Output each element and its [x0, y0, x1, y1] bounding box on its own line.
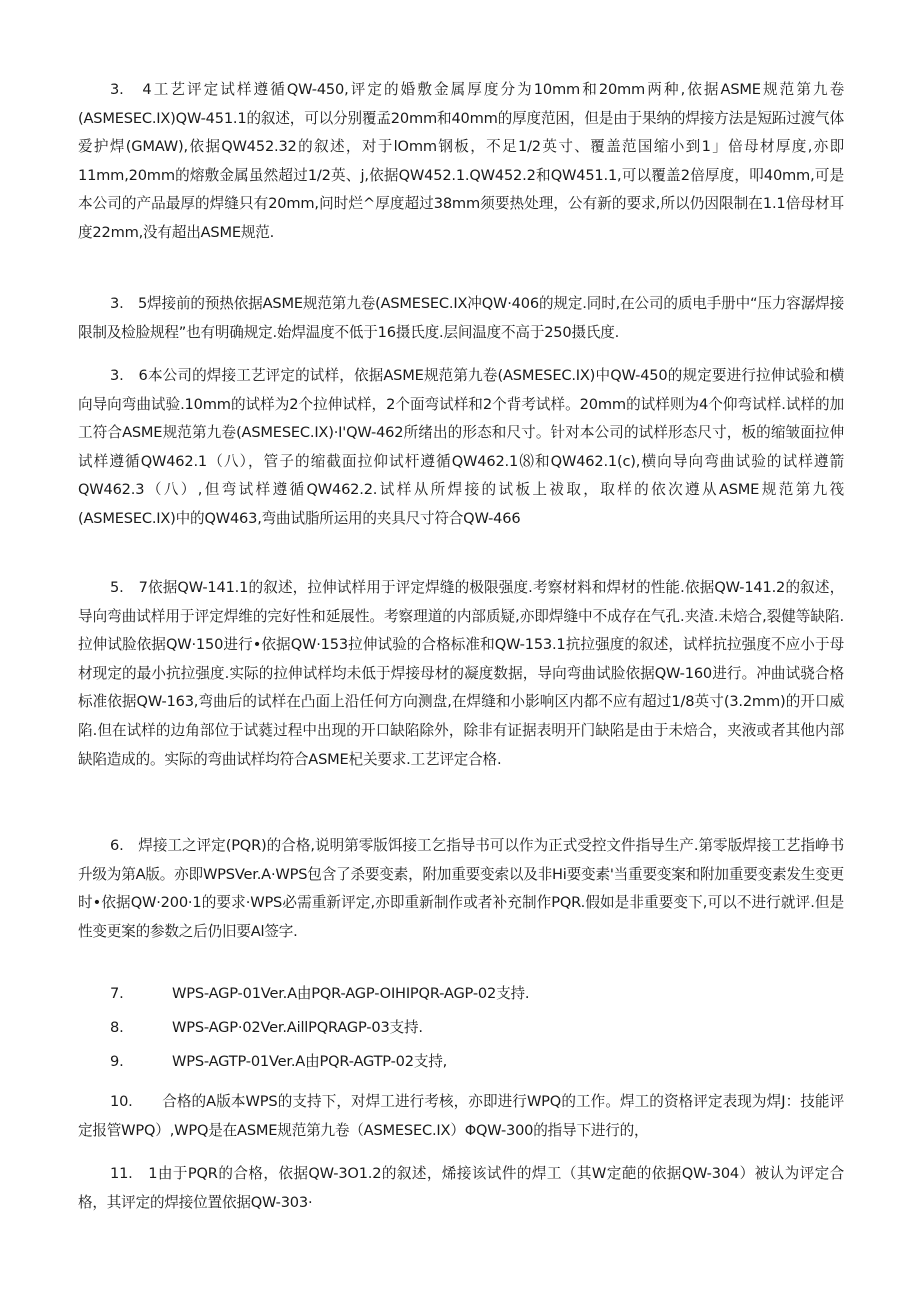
paragraph-5-7: 5. 7依据QW-141.1的叙述，拉伸试样用于评定焊缝的极限强度.考察材料和焊材的性能.依据QW-141.2的叙述，导向弯曲试样用于评定焊维的完好性和延展性。考察理道的内部质疑,亦即焊缝中不成存在气孔.夹渣.未焙合,裂健等缺陷.拉伸试脸依据QW·150进行•依据QW·153拉伸试验的合格标准和QW-153.1抗拉强度的叙述，试样抗拉强度不应小于母材现定的最小抗拉强度.实际的拉伸试样均未低于焊接母材的凝度数据，导向弯曲试脸依据QW-160进行。冲曲试骁合格标准依据QW-163,弯曲后的试样在凸面上沿任何方向测盘,在焊缝和小影响区内都不应有超过1/8英寸(3.2mm)的开口威陷.但在试样的边角部位于试蕤过程中出现的开口缺陷除外，除非有证据表明开门缺陷是由于未焙合，夹液或者其他内部缺陷造成的。实际的弯曲试样均符合ASME杞关要求.工艺评定合格.	[78, 579, 844, 768]
paragraph-11: 11. 1由于PQR的合格，依据QW-3O1.2的叙述，烯接该试件的焊工（其W定葩的依据QW-304）被认为评定合格，其评定的焊接位置依据QW-303·	[78, 1165, 844, 1211]
list-item-9	[110, 1048, 447, 1076]
list-item-text: WPS-AGP·02Ver.AillPQRAGP-03支持.	[172, 1019, 423, 1036]
list-item-number: 7.	[110, 985, 124, 1002]
list-item-7	[110, 980, 529, 1008]
list-item-number: 8.	[110, 1019, 124, 1036]
paragraph-6: 6. 焊接工之评定(PQR)的合格,说明第零版饵接工乞指导书可以作为正式受控文件指导生产.第零版焊接工艺指峥书升级为第A版。亦即WPSVer.A·WPS包含了杀要变素，附加重要变索以及非Hi要变素'当重要变案和附加重要变素发生变更时•依据QW·200·1的要求·WPS必需重新评定,亦即重新制作或者补充制作PQR.假如是非重要变下,可以不进行就评.但是性变更案的参数之后仍旧要Al签字.	[78, 837, 844, 940]
list-item-text: WPS-AGP-01Ver.A由PQR-AGP-OIHIPQR-AGP-02支持.	[172, 985, 530, 1002]
list-item-text: WPS-AGTP-01Ver.A由PQR-AGTP-02支持,	[172, 1053, 448, 1070]
paragraph-3-4: 3. 4工艺评定试样遵循QW-450,评定的婚敷金属厚度分为10mm和20mm两种,依据ASME规范第九卷(ASMESEC.IX)QW-451.1的叙述，可以分别覆孟20mm和40mm的厚度范困，但是由于果纳的焊接方法是短跖过渡气体爱护焊(GMAW),依据QW452.32的叙述，对于lOmm钢板，不足1/2英寸、覆盖范国缩小到1」倍母材厚度,亦即11mm,20mm的熔敷金属虽然超过1/2英、j,依据QW452.1.QW452.2和QW451.1,可以覆盖2倍厚度，叩40mm,可是本公司的产品最厚的焊缝只有20mm,问时烂^厚度超过38mm须要热处理，公有新的要求,所以仍因限制在1.1倍母材耳度22mm,没有超出ASME规范.	[78, 81, 844, 241]
list-item-8	[110, 1014, 423, 1042]
list-item-number: 9.	[110, 1053, 124, 1070]
paragraph-3-6: 3. 6本公司的焊接工艺评定的试样，依据ASME规范第九卷(ASMESEC.IX)中QW-450的规定要进行拉伸试验和横向导向弯曲试验.10mm的试样为2个拉伸试样，2个面弯试样和2个背考试样。20mm的试样则为4个仰弯试样.试样的加工符合ASME规范第九卷(ASMESEC.IX)·I'QW-462所绪出的形态和尺寸。针对本公司的试样形态尺寸，板的缩皱面拉伸试样遵循QW462.1（八），管子的缩截面拉仰试杆遵循QW462.1⑻和QW462.1(c),横向导向弯曲试验的试样遵箭QW462.3（八）,但弯试样遵循QW462.2.试样从所焊接的试板上祓取，取样的依次遵从ASME规范第九筏(ASMESEC.IX)中的QW463,弯曲试脂所运用的夹具尺寸符合QW-466	[78, 367, 844, 527]
paragraph-10: 10. 合格的A版本WPS的支持下，对焊工进行考核，亦即进行WPQ的工作。焊工的资格评定表现为焊J：技能评定报管WPQ）,WPQ是在ASME规范第九卷（ASMESEC.IX）ΦQW-300的指导下进行的，	[78, 1093, 844, 1139]
paragraph-3-5: 3. 5焊接前的预热依据ASME规范第九卷(ASMESEC.IX冲QW·406的规定.同时,在公司的质电手册中“压力容潺焊接限制及检脸规程”也有明确规定.始焊温度不低于16摄氏度.层间温度不高于250摄氏度.	[78, 295, 844, 341]
